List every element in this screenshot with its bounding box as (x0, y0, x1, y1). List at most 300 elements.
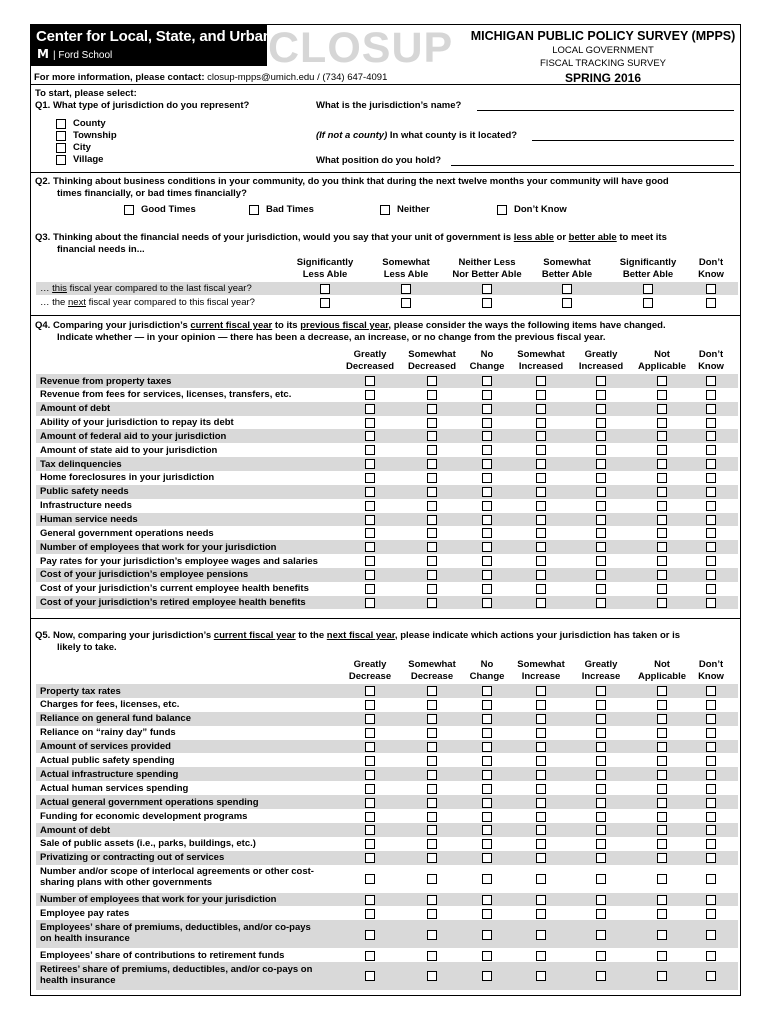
q5-answer-checkbox[interactable] (482, 686, 492, 696)
q4-answer-checkbox[interactable] (657, 404, 667, 414)
q5-answer-checkbox[interactable] (657, 839, 667, 849)
q5-answer-checkbox[interactable] (706, 839, 716, 849)
q5-answer-checkbox[interactable] (596, 853, 606, 863)
q5-row-label (40, 699, 179, 710)
q3-better-able: better able (568, 232, 617, 243)
q5-answer-checkbox[interactable] (657, 784, 667, 794)
q5-answer-checkbox[interactable] (365, 825, 375, 835)
q4-answer-checkbox[interactable] (706, 445, 716, 455)
q5-answer-checkbox[interactable] (536, 742, 546, 752)
q3-answer-checkbox[interactable] (320, 284, 330, 294)
q3-less-able: less able (513, 232, 554, 243)
q5-answer-checkbox[interactable] (427, 909, 437, 919)
q5-answer-checkbox[interactable] (427, 686, 437, 696)
q4-answer-checkbox[interactable] (482, 376, 492, 386)
q1-checkbox-village[interactable] (56, 155, 66, 165)
q4-answer-checkbox[interactable] (427, 584, 437, 594)
q4-answer-checkbox[interactable] (365, 431, 375, 441)
q5-answer-checkbox[interactable] (596, 874, 606, 884)
q5-answer-checkbox[interactable] (536, 895, 546, 905)
q4-answer-checkbox[interactable] (536, 445, 546, 455)
q5-answer-checkbox[interactable] (536, 770, 546, 780)
q4-answer-checkbox[interactable] (706, 431, 716, 441)
q4-answer-checkbox[interactable] (427, 473, 437, 483)
q3-answer-checkbox[interactable] (401, 298, 411, 308)
q5-answer-checkbox[interactable] (706, 930, 716, 940)
q5-answer-checkbox[interactable] (536, 686, 546, 696)
q5-answer-checkbox[interactable] (596, 798, 606, 808)
q4-answer-checkbox[interactable] (427, 418, 437, 428)
q4-answer-checkbox[interactable] (536, 473, 546, 483)
q4-answer-checkbox[interactable] (536, 404, 546, 414)
q4-answer-checkbox[interactable] (365, 376, 375, 386)
q5-answer-checkbox[interactable] (365, 742, 375, 752)
q4-answer-checkbox[interactable] (365, 501, 375, 511)
q5-answer-checkbox[interactable] (536, 798, 546, 808)
q4-answer-checkbox[interactable] (482, 570, 492, 580)
q5-answer-checkbox[interactable] (365, 686, 375, 696)
q2-checkbox-0[interactable] (124, 205, 134, 215)
q5-answer-checkbox[interactable] (536, 971, 546, 981)
q5-answer-checkbox[interactable] (365, 770, 375, 780)
q4-column-line1: Not (654, 349, 670, 360)
q5-answer-checkbox[interactable] (536, 756, 546, 766)
q5-answer-checkbox[interactable] (657, 825, 667, 835)
q4-answer-checkbox[interactable] (536, 570, 546, 580)
q2-checkbox-1[interactable] (249, 205, 259, 215)
q5-answer-checkbox[interactable] (657, 742, 667, 752)
q4-answer-checkbox[interactable] (657, 501, 667, 511)
q5-answer-checkbox[interactable] (536, 951, 546, 961)
q5-answer-checkbox[interactable] (482, 971, 492, 981)
q5-answer-checkbox[interactable] (706, 742, 716, 752)
q4-answer-checkbox[interactable] (706, 515, 716, 525)
q4-answer-checkbox[interactable] (536, 584, 546, 594)
q4-answer-checkbox[interactable] (706, 404, 716, 414)
q5-answer-checkbox[interactable] (536, 853, 546, 863)
q2-prompt-line2: times financially, or bad times financially? (57, 188, 247, 199)
q5-answer-checkbox[interactable] (536, 874, 546, 884)
q5-answer-checkbox[interactable] (657, 874, 667, 884)
q4-answer-checkbox[interactable] (596, 390, 606, 400)
q4-answer-checkbox[interactable] (706, 418, 716, 428)
q5-answer-checkbox[interactable] (482, 812, 492, 822)
q4-answer-checkbox[interactable] (482, 487, 492, 497)
q4-answer-checkbox[interactable] (365, 584, 375, 594)
q4-answer-checkbox[interactable] (706, 528, 716, 538)
q4-answer-checkbox[interactable] (482, 584, 492, 594)
q4-answer-checkbox[interactable] (596, 376, 606, 386)
q4-answer-checkbox[interactable] (596, 404, 606, 414)
q3-answer-checkbox[interactable] (706, 298, 716, 308)
q5-column-line1: Don’t (698, 659, 724, 670)
q5-answer-checkbox[interactable] (482, 728, 492, 738)
q5-answer-checkbox[interactable] (706, 909, 716, 919)
q5-answer-checkbox[interactable] (482, 784, 492, 794)
q5-answer-checkbox[interactable] (596, 951, 606, 961)
q4-answer-checkbox[interactable] (365, 528, 375, 538)
q4-answer-checkbox[interactable] (706, 376, 716, 386)
q4-column-header (340, 349, 400, 373)
q3-answer-checkbox[interactable] (320, 298, 330, 308)
q5-answer-checkbox[interactable] (482, 930, 492, 940)
q4-answer-checkbox[interactable] (706, 570, 716, 580)
q5-answer-checkbox[interactable] (427, 951, 437, 961)
q5-answer-checkbox[interactable] (706, 951, 716, 961)
q4-answer-checkbox[interactable] (365, 556, 375, 566)
q4-answer-checkbox[interactable] (482, 556, 492, 566)
q4-answer-checkbox[interactable] (536, 556, 546, 566)
q5-answer-checkbox[interactable] (657, 853, 667, 863)
q5-answer-checkbox[interactable] (657, 895, 667, 905)
q5-answer-checkbox[interactable] (365, 895, 375, 905)
q5-answer-checkbox[interactable] (536, 909, 546, 919)
q4-answer-checkbox[interactable] (596, 418, 606, 428)
q5-answer-checkbox[interactable] (706, 756, 716, 766)
q4-answer-checkbox[interactable] (365, 542, 375, 552)
q5-answer-checkbox[interactable] (536, 700, 546, 710)
q4-answer-checkbox[interactable] (596, 556, 606, 566)
q5-row-label-line: Reliance on general fund balance (40, 713, 191, 725)
q3-answer-checkbox[interactable] (643, 284, 653, 294)
q4-answer-checkbox[interactable] (427, 376, 437, 386)
q3-answer-checkbox[interactable] (562, 298, 572, 308)
q4-answer-checkbox[interactable] (536, 459, 546, 469)
q4-answer-checkbox[interactable] (427, 459, 437, 469)
q4-answer-checkbox[interactable] (657, 431, 667, 441)
q4-answer-checkbox[interactable] (536, 418, 546, 428)
q5-answer-checkbox[interactable] (596, 714, 606, 724)
q5-answer-checkbox[interactable] (482, 714, 492, 724)
q5-answer-checkbox[interactable] (657, 798, 667, 808)
q5-answer-checkbox[interactable] (706, 686, 716, 696)
q5-answer-checkbox[interactable] (365, 700, 375, 710)
q5-answer-checkbox[interactable] (536, 930, 546, 940)
q5-answer-checkbox[interactable] (427, 728, 437, 738)
q4-answer-checkbox[interactable] (427, 598, 437, 608)
q5-answer-checkbox[interactable] (427, 930, 437, 940)
q5-answer-checkbox[interactable] (596, 756, 606, 766)
q5-row-label-line: on health insurance (40, 932, 130, 944)
q5-answer-checkbox[interactable] (482, 839, 492, 849)
q5-answer-checkbox[interactable] (657, 686, 667, 696)
q5-answer-checkbox[interactable] (706, 798, 716, 808)
q5-answer-checkbox[interactable] (482, 770, 492, 780)
q1-checkbox-city[interactable] (56, 143, 66, 153)
q4-answer-checkbox[interactable] (536, 598, 546, 608)
q5-answer-checkbox[interactable] (427, 784, 437, 794)
q4-answer-checkbox[interactable] (596, 473, 606, 483)
q1-checkbox-township[interactable] (56, 131, 66, 141)
q4-answer-checkbox[interactable] (427, 404, 437, 414)
q5-answer-checkbox[interactable] (482, 874, 492, 884)
q5-answer-checkbox[interactable] (427, 812, 437, 822)
q4-answer-checkbox[interactable] (657, 473, 667, 483)
q4-answer-checkbox[interactable] (536, 390, 546, 400)
q5-answer-checkbox[interactable] (482, 798, 492, 808)
q4-answer-checkbox[interactable] (427, 487, 437, 497)
q4-answer-checkbox[interactable] (482, 515, 492, 525)
q4-answer-checkbox[interactable] (427, 542, 437, 552)
q5-answer-checkbox[interactable] (596, 971, 606, 981)
q5-answer-checkbox[interactable] (427, 770, 437, 780)
q5-answer-checkbox[interactable] (596, 825, 606, 835)
q5-answer-checkbox[interactable] (657, 728, 667, 738)
q5-answer-checkbox[interactable] (596, 930, 606, 940)
q4-row-shading (36, 457, 738, 471)
q5-answer-checkbox[interactable] (536, 728, 546, 738)
q5-answer-checkbox[interactable] (706, 971, 716, 981)
q4-answer-checkbox[interactable] (706, 542, 716, 552)
q3-answer-checkbox[interactable] (401, 284, 411, 294)
q5-answer-checkbox[interactable] (365, 756, 375, 766)
q4-answer-checkbox[interactable] (482, 598, 492, 608)
q5-answer-checkbox[interactable] (706, 714, 716, 724)
q4-answer-checkbox[interactable] (427, 556, 437, 566)
q4-answer-checkbox[interactable] (706, 390, 716, 400)
q4-answer-checkbox[interactable] (427, 501, 437, 511)
q5-answer-checkbox[interactable] (365, 812, 375, 822)
jurisdiction-name-field[interactable] (477, 110, 734, 111)
q5-answer-checkbox[interactable] (657, 971, 667, 981)
q4-answer-checkbox[interactable] (482, 459, 492, 469)
q5-answer-checkbox[interactable] (365, 798, 375, 808)
q5-answer-checkbox[interactable] (482, 742, 492, 752)
q4-answer-checkbox[interactable] (536, 487, 546, 497)
q4-answer-checkbox[interactable] (536, 515, 546, 525)
q5-answer-checkbox[interactable] (427, 714, 437, 724)
q5-answer-checkbox[interactable] (706, 825, 716, 835)
q4-answer-checkbox[interactable] (482, 418, 492, 428)
q4-answer-checkbox[interactable] (657, 390, 667, 400)
q5-row-label-line: Funding for economic development programs (40, 810, 248, 822)
q3-answer-checkbox[interactable] (643, 298, 653, 308)
q4-answer-checkbox[interactable] (596, 487, 606, 497)
q5-answer-checkbox[interactable] (596, 728, 606, 738)
q4-column-header (632, 349, 692, 373)
q5-answer-checkbox[interactable] (596, 742, 606, 752)
q5-answer-checkbox[interactable] (596, 812, 606, 822)
q5-answer-checkbox[interactable] (482, 909, 492, 919)
q5-answer-checkbox[interactable] (482, 825, 492, 835)
q4-answer-checkbox[interactable] (706, 487, 716, 497)
q4-answer-checkbox[interactable] (706, 584, 716, 594)
q4-answer-checkbox[interactable] (482, 445, 492, 455)
q5-answer-checkbox[interactable] (596, 839, 606, 849)
q1-option-label: Township (73, 130, 117, 141)
q5-answer-checkbox[interactable] (365, 874, 375, 884)
q4-answer-checkbox[interactable] (365, 418, 375, 428)
q4-answer-checkbox[interactable] (657, 542, 667, 552)
q4-answer-checkbox[interactable] (427, 515, 437, 525)
q4-answer-checkbox[interactable] (482, 404, 492, 414)
q4-answer-checkbox[interactable] (365, 473, 375, 483)
q5-answer-checkbox[interactable] (482, 700, 492, 710)
q5-answer-checkbox[interactable] (596, 909, 606, 919)
q3-answer-checkbox[interactable] (562, 284, 572, 294)
q5-answer-checkbox[interactable] (427, 895, 437, 905)
q5-row-label (40, 838, 256, 849)
q5-answer-checkbox[interactable] (706, 784, 716, 794)
county-field[interactable] (532, 140, 734, 141)
q5-answer-checkbox[interactable] (427, 839, 437, 849)
q5-answer-checkbox[interactable] (657, 930, 667, 940)
q5-answer-checkbox[interactable] (657, 700, 667, 710)
q4-answer-checkbox[interactable] (657, 556, 667, 566)
q4-answer-checkbox[interactable] (482, 542, 492, 552)
q4-answer-checkbox[interactable] (427, 390, 437, 400)
q5-answer-checkbox[interactable] (482, 951, 492, 961)
q4-answer-checkbox[interactable] (427, 570, 437, 580)
q5-answer-checkbox[interactable] (536, 784, 546, 794)
q5-answer-checkbox[interactable] (365, 728, 375, 738)
q4-previous-fiscal-year: previous fiscal year (300, 320, 389, 331)
q5-answer-checkbox[interactable] (657, 812, 667, 822)
q3-answer-checkbox[interactable] (706, 284, 716, 294)
q4-answer-checkbox[interactable] (536, 528, 546, 538)
q5-answer-checkbox[interactable] (706, 728, 716, 738)
q5-answer-checkbox[interactable] (657, 951, 667, 961)
q5-answer-checkbox[interactable] (596, 686, 606, 696)
q5-answer-checkbox[interactable] (427, 700, 437, 710)
q4-answer-checkbox[interactable] (427, 528, 437, 538)
q5-answer-checkbox[interactable] (536, 839, 546, 849)
position-field[interactable] (451, 165, 734, 166)
q4-answer-checkbox[interactable] (536, 542, 546, 552)
q5-answer-checkbox[interactable] (536, 714, 546, 724)
q5-answer-checkbox[interactable] (657, 714, 667, 724)
q4-answer-checkbox[interactable] (596, 445, 606, 455)
q4-answer-checkbox[interactable] (657, 418, 667, 428)
q4-answer-checkbox[interactable] (657, 445, 667, 455)
q4-answer-checkbox[interactable] (427, 431, 437, 441)
q4-answer-checkbox[interactable] (657, 598, 667, 608)
q4-answer-checkbox[interactable] (596, 459, 606, 469)
q5-row-label (40, 741, 171, 752)
q4-answer-checkbox[interactable] (657, 584, 667, 594)
q4-answer-checkbox[interactable] (482, 473, 492, 483)
q4-answer-checkbox[interactable] (365, 390, 375, 400)
q5-answer-checkbox[interactable] (482, 895, 492, 905)
q4-answer-checkbox[interactable] (365, 487, 375, 497)
q4-answer-checkbox[interactable] (596, 598, 606, 608)
q5-answer-checkbox[interactable] (596, 895, 606, 905)
q4-answer-checkbox[interactable] (536, 501, 546, 511)
q5-answer-checkbox[interactable] (657, 756, 667, 766)
q4-answer-checkbox[interactable] (482, 501, 492, 511)
q4-answer-checkbox[interactable] (657, 570, 667, 580)
q4-answer-checkbox[interactable] (482, 431, 492, 441)
q4-answer-checkbox[interactable] (657, 459, 667, 469)
q5-answer-checkbox[interactable] (706, 853, 716, 863)
q5-answer-checkbox[interactable] (706, 700, 716, 710)
q5-answer-checkbox[interactable] (657, 770, 667, 780)
q5-row-label-line: sharing plans with other governments (40, 877, 213, 889)
q4-answer-checkbox[interactable] (365, 445, 375, 455)
q4-answer-checkbox[interactable] (706, 459, 716, 469)
q3-column-line1: Neither Less (458, 257, 516, 268)
q5-answer-checkbox[interactable] (365, 909, 375, 919)
q4-answer-checkbox[interactable] (482, 390, 492, 400)
q5-answer-checkbox[interactable] (427, 874, 437, 884)
q4-answer-checkbox[interactable] (596, 584, 606, 594)
q5-answer-checkbox[interactable] (427, 825, 437, 835)
q4-answer-checkbox[interactable] (596, 528, 606, 538)
q5-answer-checkbox[interactable] (596, 700, 606, 710)
q5-answer-checkbox[interactable] (365, 930, 375, 940)
q5-answer-checkbox[interactable] (365, 971, 375, 981)
q4-answer-checkbox[interactable] (596, 542, 606, 552)
q3-column-line2: Better Able (541, 269, 593, 280)
q4-answer-checkbox[interactable] (365, 404, 375, 414)
q5-answer-checkbox[interactable] (365, 784, 375, 794)
q4-answer-checkbox[interactable] (706, 556, 716, 566)
q4-answer-checkbox[interactable] (706, 473, 716, 483)
q4-row-label: Cost of your jurisdiction’s employee pensions (40, 569, 249, 581)
q4-answer-checkbox[interactable] (427, 445, 437, 455)
q2-checkbox-2[interactable] (380, 205, 390, 215)
q4-answer-checkbox[interactable] (657, 376, 667, 386)
q3-answer-checkbox[interactable] (482, 298, 492, 308)
q5-answer-checkbox[interactable] (482, 756, 492, 766)
q4-answer-checkbox[interactable] (365, 570, 375, 580)
q4-answer-checkbox[interactable] (657, 528, 667, 538)
q5-answer-checkbox[interactable] (657, 909, 667, 919)
q5-answer-checkbox[interactable] (365, 839, 375, 849)
q2-checkbox-3[interactable] (497, 205, 507, 215)
q5-answer-checkbox[interactable] (536, 812, 546, 822)
q4-answer-checkbox[interactable] (536, 376, 546, 386)
q5-answer-checkbox[interactable] (365, 853, 375, 863)
q3-answer-checkbox[interactable] (482, 284, 492, 294)
q5-answer-checkbox[interactable] (427, 853, 437, 863)
q4-answer-checkbox[interactable] (596, 570, 606, 580)
q4-answer-checkbox[interactable] (657, 487, 667, 497)
q5-answer-checkbox[interactable] (427, 971, 437, 981)
q5-answer-checkbox[interactable] (706, 874, 716, 884)
q5-row-label-line: Actual human services spending (40, 782, 189, 794)
q4-answer-checkbox[interactable] (596, 431, 606, 441)
q5-answer-checkbox[interactable] (706, 812, 716, 822)
q5-row-label-line: Number of employees that work for your jurisdiction (40, 894, 277, 905)
q4-answer-checkbox[interactable] (482, 528, 492, 538)
q4-answer-checkbox[interactable] (596, 501, 606, 511)
q5-answer-checkbox[interactable] (536, 825, 546, 835)
q5-answer-checkbox[interactable] (706, 895, 716, 905)
q5-row-label-line: Actual general government operations spending (40, 796, 259, 808)
q5-answer-checkbox[interactable] (365, 951, 375, 961)
q4-answer-checkbox[interactable] (536, 431, 546, 441)
q5-answer-checkbox[interactable] (706, 770, 716, 780)
q5-answer-checkbox[interactable] (427, 798, 437, 808)
q4-answer-checkbox[interactable] (657, 515, 667, 525)
q5-answer-checkbox[interactable] (365, 714, 375, 724)
q5-answer-checkbox[interactable] (427, 742, 437, 752)
q5-answer-checkbox[interactable] (482, 853, 492, 863)
q5-answer-checkbox[interactable] (427, 756, 437, 766)
q4-answer-checkbox[interactable] (365, 459, 375, 469)
q1-checkbox-county[interactable] (56, 119, 66, 129)
q4-answer-checkbox[interactable] (706, 501, 716, 511)
q4-answer-checkbox[interactable] (596, 515, 606, 525)
q4-answer-checkbox[interactable] (706, 598, 716, 608)
q5-answer-checkbox[interactable] (596, 784, 606, 794)
q5-row-label (40, 825, 110, 836)
q5-answer-checkbox[interactable] (596, 770, 606, 780)
survey-season: SPRING 2016 (564, 71, 642, 85)
q4-answer-checkbox[interactable] (365, 598, 375, 608)
q4-answer-checkbox[interactable] (365, 515, 375, 525)
